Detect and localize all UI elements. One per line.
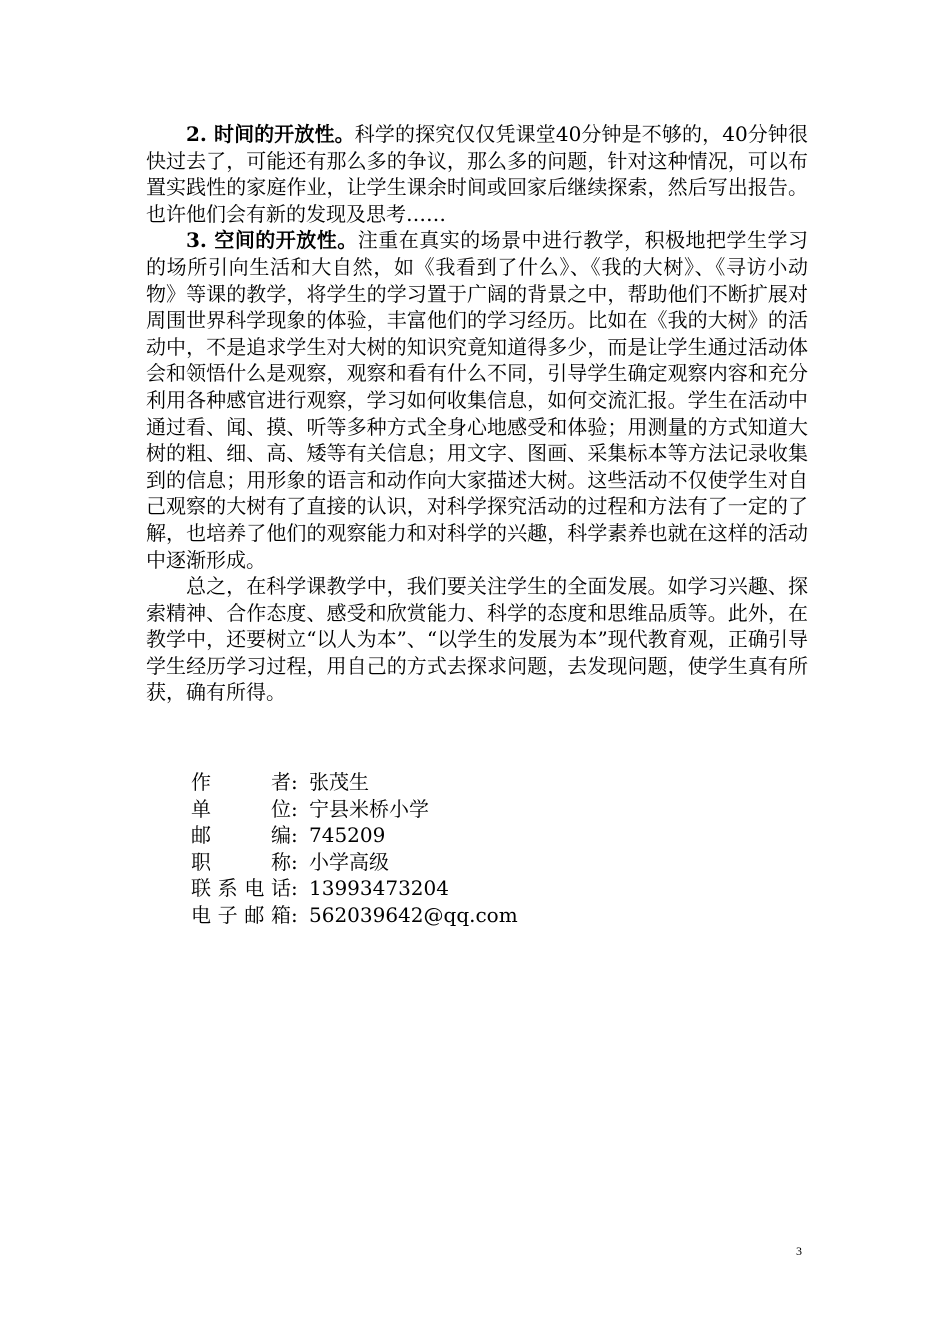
- info-value: 562039642@qq.com: [309, 902, 518, 927]
- info-value: 张茂生: [309, 770, 369, 794]
- info-label: 电 子 邮 箱: [191, 902, 291, 927]
- info-label: 作 者: [191, 770, 291, 794]
- info-colon: :: [291, 849, 298, 874]
- paragraph-conclusion: [146, 573, 808, 706]
- author-info: [191, 769, 518, 929]
- paragraph-heading: 2. 时间的开放性。: [186, 122, 355, 146]
- info-label: 邮 编: [191, 823, 291, 848]
- paragraph-text: 总之，在科学课教学中，我们要关注学生的全面发展。如学习兴趣、探索精神、合作态度、感受和欣赏能力、科学的态度和思维品质等。此外，在教学中，还要树立“以人为本”、“以学生的发展为本”现代教育观，正确引导学生经历学习过程，用自己的方式去探求问题，去发现问题，使学生真有所获，确有所得。: [146, 574, 808, 705]
- info-row-postcode: [191, 822, 518, 849]
- page-number: 3: [796, 1244, 802, 1258]
- info-row-title: [191, 849, 518, 876]
- info-colon: :: [291, 902, 298, 927]
- info-label: 职 称: [191, 849, 291, 874]
- paragraph-text: 科学的探究仅仅凭课堂40分钟是不够的，40分钟很快过去了，可能还有那么多的争议，那么多的问题，针对这种情况，可以布置实践性的家庭作业，让学生课余时间或回家后继续探索，然后写出报告。也许他们会有新的发现及思考……: [146, 122, 809, 226]
- info-value: 小学高级: [309, 849, 389, 874]
- paragraph-heading: 3. 空间的开放性。: [186, 228, 358, 253]
- paragraph-text: 注重在真实的场景中进行教学，积极地把学生学习的场所引向生活和大自然，如《我看到了什么》、《我的大树》、《寻访小动物》等课的教学，将学生的学习置于广阔的背景之中，帮助他们不断扩展对周围世界科学现象的体验，丰富他们的学习经历。比如在《我的大树》的活动中，不是追求学生对大树的知识究竟知道得多少，而是让学生通过活动体会和领悟什么是观察，观察和看有什么不同，引导学生确定观察内容和充分利用各种感官进行观察，学习如何收集信息，如何交流汇报。学生在活动中通过看、闻、摸、听等多种方式全身心地感受和体验；用测量的方式知道大树的粗、细、高、矮等有关信息；用文字、图画、采集标本等方法记录收集到的信息；用形象的语言和动作向大家描述大树。这些活动不仅使学生对自己观察的大树有了直接的认识，对科学探究活动的过程和方法有了一定的了解，也培养了他们的观察能力和对科学的兴趣，科学素养也就在这样的活动中逐渐形成。: [146, 228, 809, 572]
- info-row-phone: [191, 875, 518, 902]
- info-value: 宁县米桥小学: [309, 796, 429, 821]
- info-row-author: [191, 769, 518, 796]
- info-label: 单 位: [191, 796, 291, 821]
- info-colon: :: [291, 823, 298, 848]
- paragraph-space-openness: [146, 227, 808, 573]
- info-value: 745209: [309, 823, 386, 848]
- document-body: [146, 121, 808, 706]
- info-colon: :: [291, 796, 298, 821]
- info-value: 13993473204: [309, 876, 449, 901]
- info-colon: :: [291, 770, 298, 794]
- paragraph-time-openness: [146, 121, 808, 227]
- info-label: 联 系 电 话: [191, 876, 291, 901]
- info-colon: :: [291, 876, 298, 901]
- info-row-email: [191, 902, 518, 929]
- info-row-unit: [191, 796, 518, 823]
